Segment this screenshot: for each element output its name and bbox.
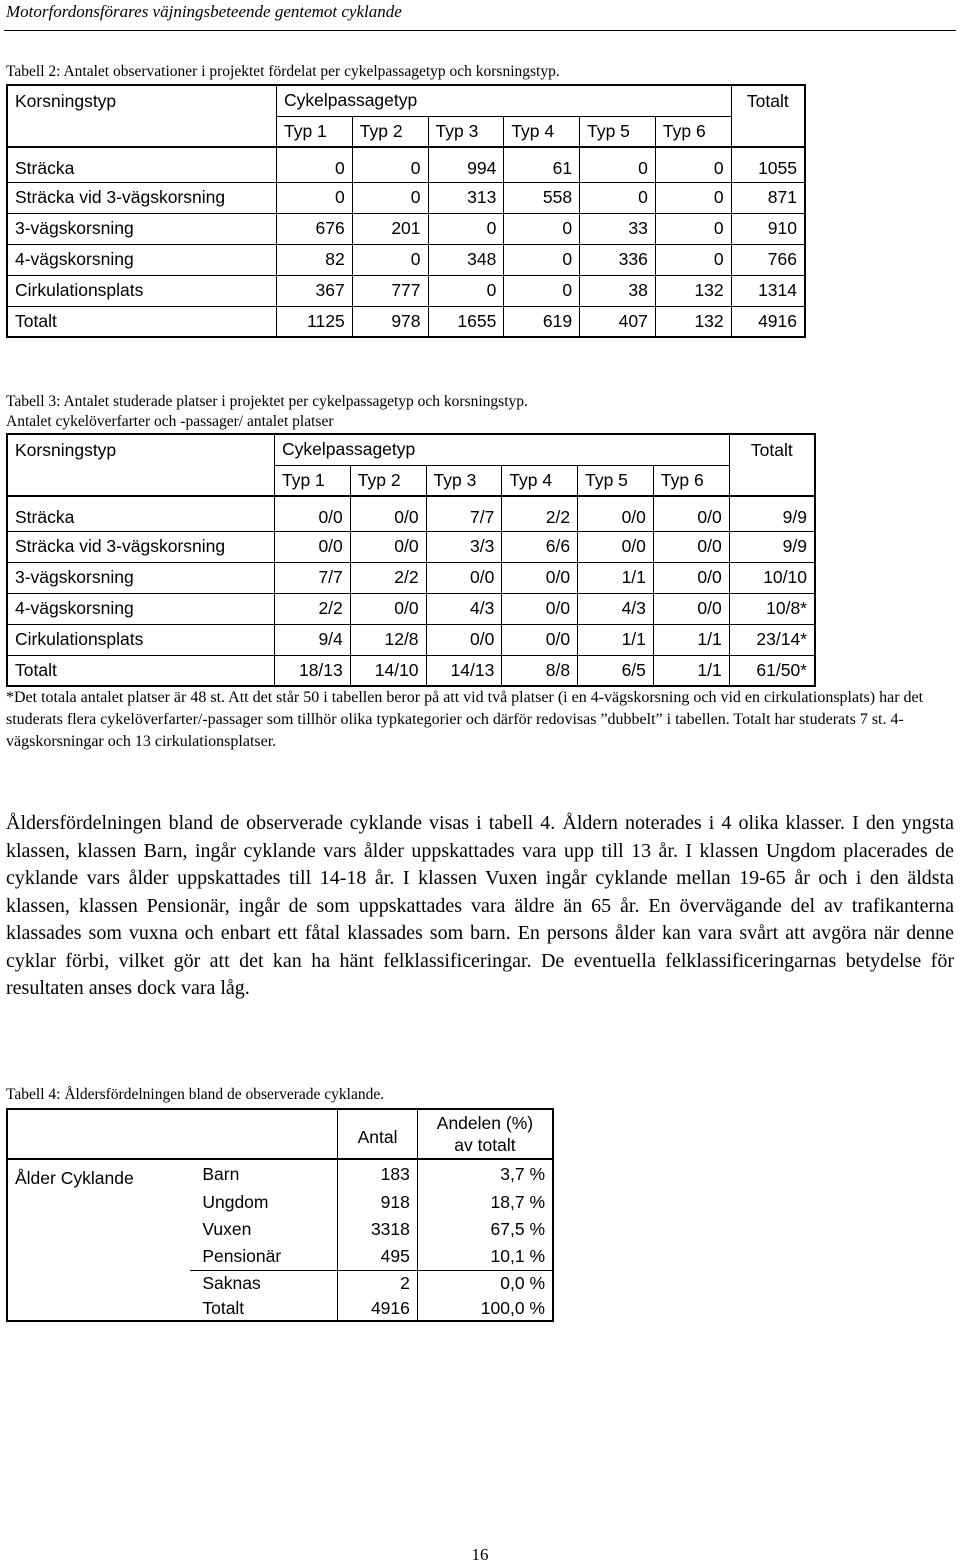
column-header-antal: Antal bbox=[338, 1109, 418, 1159]
table-row bbox=[7, 531, 815, 562]
value-cell: 1655 bbox=[428, 306, 504, 337]
type-header-row bbox=[7, 465, 815, 496]
table-row bbox=[7, 306, 805, 337]
table4-caption: Tabell 4: Åldersfördelningen bland de observerade cyklande. bbox=[6, 1086, 385, 1103]
column-header-korsningstyp: Korsningstyp bbox=[7, 85, 276, 116]
value-cell: 1125 bbox=[276, 306, 352, 337]
row-label: Sträcka bbox=[7, 496, 274, 531]
antal-cell: 918 bbox=[338, 1189, 418, 1216]
andel-cell: 18,7 % bbox=[417, 1189, 553, 1216]
column-header-cykelpassagetyp: Cykelpassagetyp bbox=[276, 85, 731, 116]
value-cell: 777 bbox=[352, 275, 428, 306]
value-cell: 0 bbox=[428, 275, 504, 306]
value-cell: 994 bbox=[428, 147, 504, 182]
value-cell: 0 bbox=[276, 147, 352, 182]
value-cell: 0 bbox=[655, 182, 731, 213]
empty-cell bbox=[7, 1109, 190, 1159]
empty-cell bbox=[731, 116, 805, 147]
value-cell: 3/3 bbox=[426, 531, 502, 562]
value-cell: 18/13 bbox=[274, 655, 350, 686]
value-cell: 0 bbox=[580, 147, 656, 182]
type-header-5: Typ 5 bbox=[578, 465, 654, 496]
type-header-1: Typ 1 bbox=[276, 116, 352, 147]
type-header-1: Typ 1 bbox=[274, 465, 350, 496]
value-cell: 676 bbox=[276, 213, 352, 244]
empty-cell bbox=[7, 116, 276, 147]
type-header-5: Typ 5 bbox=[580, 116, 656, 147]
value-cell: 8/8 bbox=[502, 655, 578, 686]
value-cell: 1/1 bbox=[578, 624, 654, 655]
table-row bbox=[7, 1216, 553, 1243]
value-cell: 407 bbox=[580, 306, 656, 337]
andel-cell: 3,7 % bbox=[417, 1159, 553, 1189]
value-cell: 0/0 bbox=[502, 624, 578, 655]
table-row bbox=[7, 1189, 553, 1216]
row-label: Barn bbox=[190, 1159, 337, 1189]
row-label: Sträcka bbox=[7, 147, 276, 182]
value-cell: 0/0 bbox=[578, 496, 654, 531]
value-cell: 38 bbox=[580, 275, 656, 306]
running-header: Motorfordonsförares väjningsbeteende gentemot cyklande bbox=[6, 2, 402, 21]
table-row bbox=[7, 182, 805, 213]
total-cell: 9/9 bbox=[729, 496, 815, 531]
value-cell: 82 bbox=[276, 244, 352, 275]
value-cell: 0 bbox=[352, 147, 428, 182]
antal-cell: 495 bbox=[338, 1243, 418, 1270]
antal-cell: 3318 bbox=[338, 1216, 418, 1243]
value-cell: 0/0 bbox=[653, 531, 729, 562]
table-row bbox=[7, 244, 805, 275]
row-label: 4-vägskorsning bbox=[7, 593, 274, 624]
empty-cell bbox=[190, 1109, 337, 1159]
table-row bbox=[7, 1243, 553, 1270]
value-cell: 0/0 bbox=[350, 531, 426, 562]
table-row bbox=[7, 624, 815, 655]
type-header-3: Typ 3 bbox=[428, 116, 504, 147]
total-cell: 910 bbox=[731, 213, 805, 244]
row-label: Totalt bbox=[7, 306, 276, 337]
group-label: Ålder Cyklande bbox=[7, 1159, 190, 1189]
value-cell: 619 bbox=[504, 306, 580, 337]
empty-cell bbox=[729, 465, 815, 496]
value-cell: 0/0 bbox=[350, 593, 426, 624]
total-cell: 9/9 bbox=[729, 531, 815, 562]
andel-cell: 100,0 % bbox=[417, 1297, 553, 1321]
value-cell: 0/0 bbox=[653, 593, 729, 624]
value-cell: 0 bbox=[504, 275, 580, 306]
value-cell: 4/3 bbox=[578, 593, 654, 624]
value-cell: 0 bbox=[580, 182, 656, 213]
andel-header-line-2: av totalt bbox=[454, 1135, 516, 1155]
row-label: Saknas bbox=[190, 1270, 337, 1297]
table-row bbox=[7, 275, 805, 306]
table2-caption: Tabell 2: Antalet observationer i projektet fördelat per cykelpassagetyp och korsningstyp. bbox=[6, 63, 560, 80]
empty-cell bbox=[7, 1216, 190, 1243]
value-cell: 2/2 bbox=[350, 562, 426, 593]
row-label: 3-vägskorsning bbox=[7, 562, 274, 593]
header-row bbox=[7, 85, 805, 116]
table3-footnote: *Det totala antalet platser är 48 st. Att det står 50 i tabellen beror på att vid två platser (i en 4-vägskorsning och vid en cirkulationsplats) har det studerats flera cykelöverfarter/-passager som tillhör olika typkategorier och därför redovisas ”dubbelt” i tabellen. Totalt har studerats 7 st. 4-vägskorsningar och 13 cirkulationsplatser. bbox=[6, 689, 924, 750]
table-row bbox=[7, 1270, 553, 1297]
value-cell: 0/0 bbox=[274, 496, 350, 531]
value-cell: 0/0 bbox=[578, 531, 654, 562]
total-cell: 871 bbox=[731, 182, 805, 213]
total-cell: 1314 bbox=[731, 275, 805, 306]
value-cell: 2/2 bbox=[502, 496, 578, 531]
total-cell: 4916 bbox=[731, 306, 805, 337]
row-label: Vuxen bbox=[190, 1216, 337, 1243]
value-cell: 7/7 bbox=[426, 496, 502, 531]
andel-cell: 10,1 % bbox=[417, 1243, 553, 1270]
total-cell: 61/50* bbox=[729, 655, 815, 686]
row-label: 4-vägskorsning bbox=[7, 244, 276, 275]
type-header-4: Typ 4 bbox=[502, 465, 578, 496]
value-cell: 348 bbox=[428, 244, 504, 275]
value-cell: 313 bbox=[428, 182, 504, 213]
value-cell: 0 bbox=[504, 213, 580, 244]
antal-cell: 4916 bbox=[338, 1297, 418, 1321]
header-rule bbox=[4, 30, 956, 31]
value-cell: 14/10 bbox=[350, 655, 426, 686]
row-label: Totalt bbox=[190, 1297, 337, 1321]
row-label: 3-vägskorsning bbox=[7, 213, 276, 244]
value-cell: 0/0 bbox=[426, 562, 502, 593]
value-cell: 1/1 bbox=[653, 624, 729, 655]
empty-cell bbox=[7, 1270, 190, 1297]
value-cell: 0/0 bbox=[350, 496, 426, 531]
column-header-totalt: Totalt bbox=[731, 85, 805, 116]
table-row bbox=[7, 562, 815, 593]
total-cell: 10/8* bbox=[729, 593, 815, 624]
andel-cell: 0,0 % bbox=[417, 1270, 553, 1297]
value-cell: 6/5 bbox=[578, 655, 654, 686]
andel-header-line-1: Andelen (%) bbox=[436, 1113, 534, 1133]
table3-subcaption: Antalet cykelöverfarter och -passager/ antalet platser bbox=[6, 413, 334, 430]
value-cell: 1/1 bbox=[578, 562, 654, 593]
type-header-4: Typ 4 bbox=[504, 116, 580, 147]
column-header-cykelpassagetyp: Cykelpassagetyp bbox=[274, 434, 729, 465]
row-label: Pensionär bbox=[190, 1243, 337, 1270]
value-cell: 1/1 bbox=[653, 655, 729, 686]
value-cell: 201 bbox=[352, 213, 428, 244]
value-cell: 0/0 bbox=[653, 496, 729, 531]
value-cell: 0 bbox=[655, 147, 731, 182]
row-label: Cirkulationsplats bbox=[7, 275, 276, 306]
type-header-3: Typ 3 bbox=[426, 465, 502, 496]
total-cell: 23/14* bbox=[729, 624, 815, 655]
total-cell: 1055 bbox=[731, 147, 805, 182]
value-cell: 0/0 bbox=[426, 624, 502, 655]
row-label: Totalt bbox=[7, 655, 274, 686]
value-cell: 367 bbox=[276, 275, 352, 306]
value-cell: 12/8 bbox=[350, 624, 426, 655]
value-cell: 33 bbox=[580, 213, 656, 244]
value-cell: 558 bbox=[504, 182, 580, 213]
total-cell: 10/10 bbox=[729, 562, 815, 593]
table-row bbox=[7, 655, 815, 686]
value-cell: 0/0 bbox=[502, 562, 578, 593]
value-cell: 0 bbox=[504, 244, 580, 275]
value-cell: 7/7 bbox=[274, 562, 350, 593]
empty-cell bbox=[7, 465, 274, 496]
value-cell: 336 bbox=[580, 244, 656, 275]
body-paragraph: Åldersfördelningen bland de observerade cyklande visas i tabell 4. Åldern noterades i 4 olika klasser. I den yngsta klassen, klassen Barn, ingår cyklande vars ålder uppskattades vara upp till 13 år. I klassen Ungdom placerades de cyklande vars ålder uppskattades till 14-18 år. I klassen Vuxen ingår cyklande mellan 19-65 år och i den äldsta klassen, klassen Pensionär, ingår de som uppskattades vara äldre än 65 år. En övervägande del av trafikanterna klassades som vuxna och enbart ett fåtal klassades som barn. En persons ålder kan vara svårt att avgöra när denne cyklar förbi, vilket gör att det kan ha hänt felklassificeringar. De eventuella felklassificeringarnas betydelse för resultaten anses dock vara låg. bbox=[6, 812, 954, 999]
table-row bbox=[7, 1159, 553, 1189]
value-cell: 0 bbox=[655, 244, 731, 275]
column-header-andel bbox=[417, 1109, 553, 1159]
antal-cell: 183 bbox=[338, 1159, 418, 1189]
value-cell: 9/4 bbox=[274, 624, 350, 655]
table-row bbox=[7, 496, 815, 531]
antal-cell: 2 bbox=[338, 1270, 418, 1297]
row-label: Sträcka vid 3-vägskorsning bbox=[7, 531, 274, 562]
table2 bbox=[6, 84, 806, 338]
value-cell: 132 bbox=[655, 306, 731, 337]
table-row bbox=[7, 213, 805, 244]
empty-cell bbox=[7, 1297, 190, 1321]
value-cell: 0/0 bbox=[502, 593, 578, 624]
table3 bbox=[6, 433, 816, 687]
column-header-korsningstyp: Korsningstyp bbox=[7, 434, 274, 465]
type-header-row bbox=[7, 116, 805, 147]
table-row bbox=[7, 1297, 553, 1321]
value-cell: 4/3 bbox=[426, 593, 502, 624]
row-label: Cirkulationsplats bbox=[7, 624, 274, 655]
value-cell: 132 bbox=[655, 275, 731, 306]
value-cell: 978 bbox=[352, 306, 428, 337]
type-header-6: Typ 6 bbox=[653, 465, 729, 496]
value-cell: 0/0 bbox=[274, 531, 350, 562]
header-row bbox=[7, 1109, 553, 1159]
row-label: Sträcka vid 3-vägskorsning bbox=[7, 182, 276, 213]
value-cell: 0/0 bbox=[653, 562, 729, 593]
value-cell: 0 bbox=[352, 182, 428, 213]
value-cell: 0 bbox=[352, 244, 428, 275]
table-row bbox=[7, 147, 805, 182]
column-header-totalt: Totalt bbox=[729, 434, 815, 465]
header-row bbox=[7, 434, 815, 465]
andel-cell: 67,5 % bbox=[417, 1216, 553, 1243]
value-cell: 0 bbox=[428, 213, 504, 244]
value-cell: 61 bbox=[504, 147, 580, 182]
total-cell: 766 bbox=[731, 244, 805, 275]
page-number: 16 bbox=[471, 1545, 489, 1564]
value-cell: 0 bbox=[276, 182, 352, 213]
row-label: Ungdom bbox=[190, 1189, 337, 1216]
value-cell: 14/13 bbox=[426, 655, 502, 686]
empty-cell bbox=[7, 1243, 190, 1270]
value-cell: 2/2 bbox=[274, 593, 350, 624]
type-header-6: Typ 6 bbox=[655, 116, 731, 147]
empty-cell bbox=[7, 1189, 190, 1216]
value-cell: 0 bbox=[655, 213, 731, 244]
table4 bbox=[6, 1108, 554, 1322]
type-header-2: Typ 2 bbox=[350, 465, 426, 496]
table-row bbox=[7, 593, 815, 624]
type-header-2: Typ 2 bbox=[352, 116, 428, 147]
table3-caption: Tabell 3: Antalet studerade platser i projektet per cykelpassagetyp och korsningstyp. bbox=[6, 393, 528, 410]
value-cell: 6/6 bbox=[502, 531, 578, 562]
